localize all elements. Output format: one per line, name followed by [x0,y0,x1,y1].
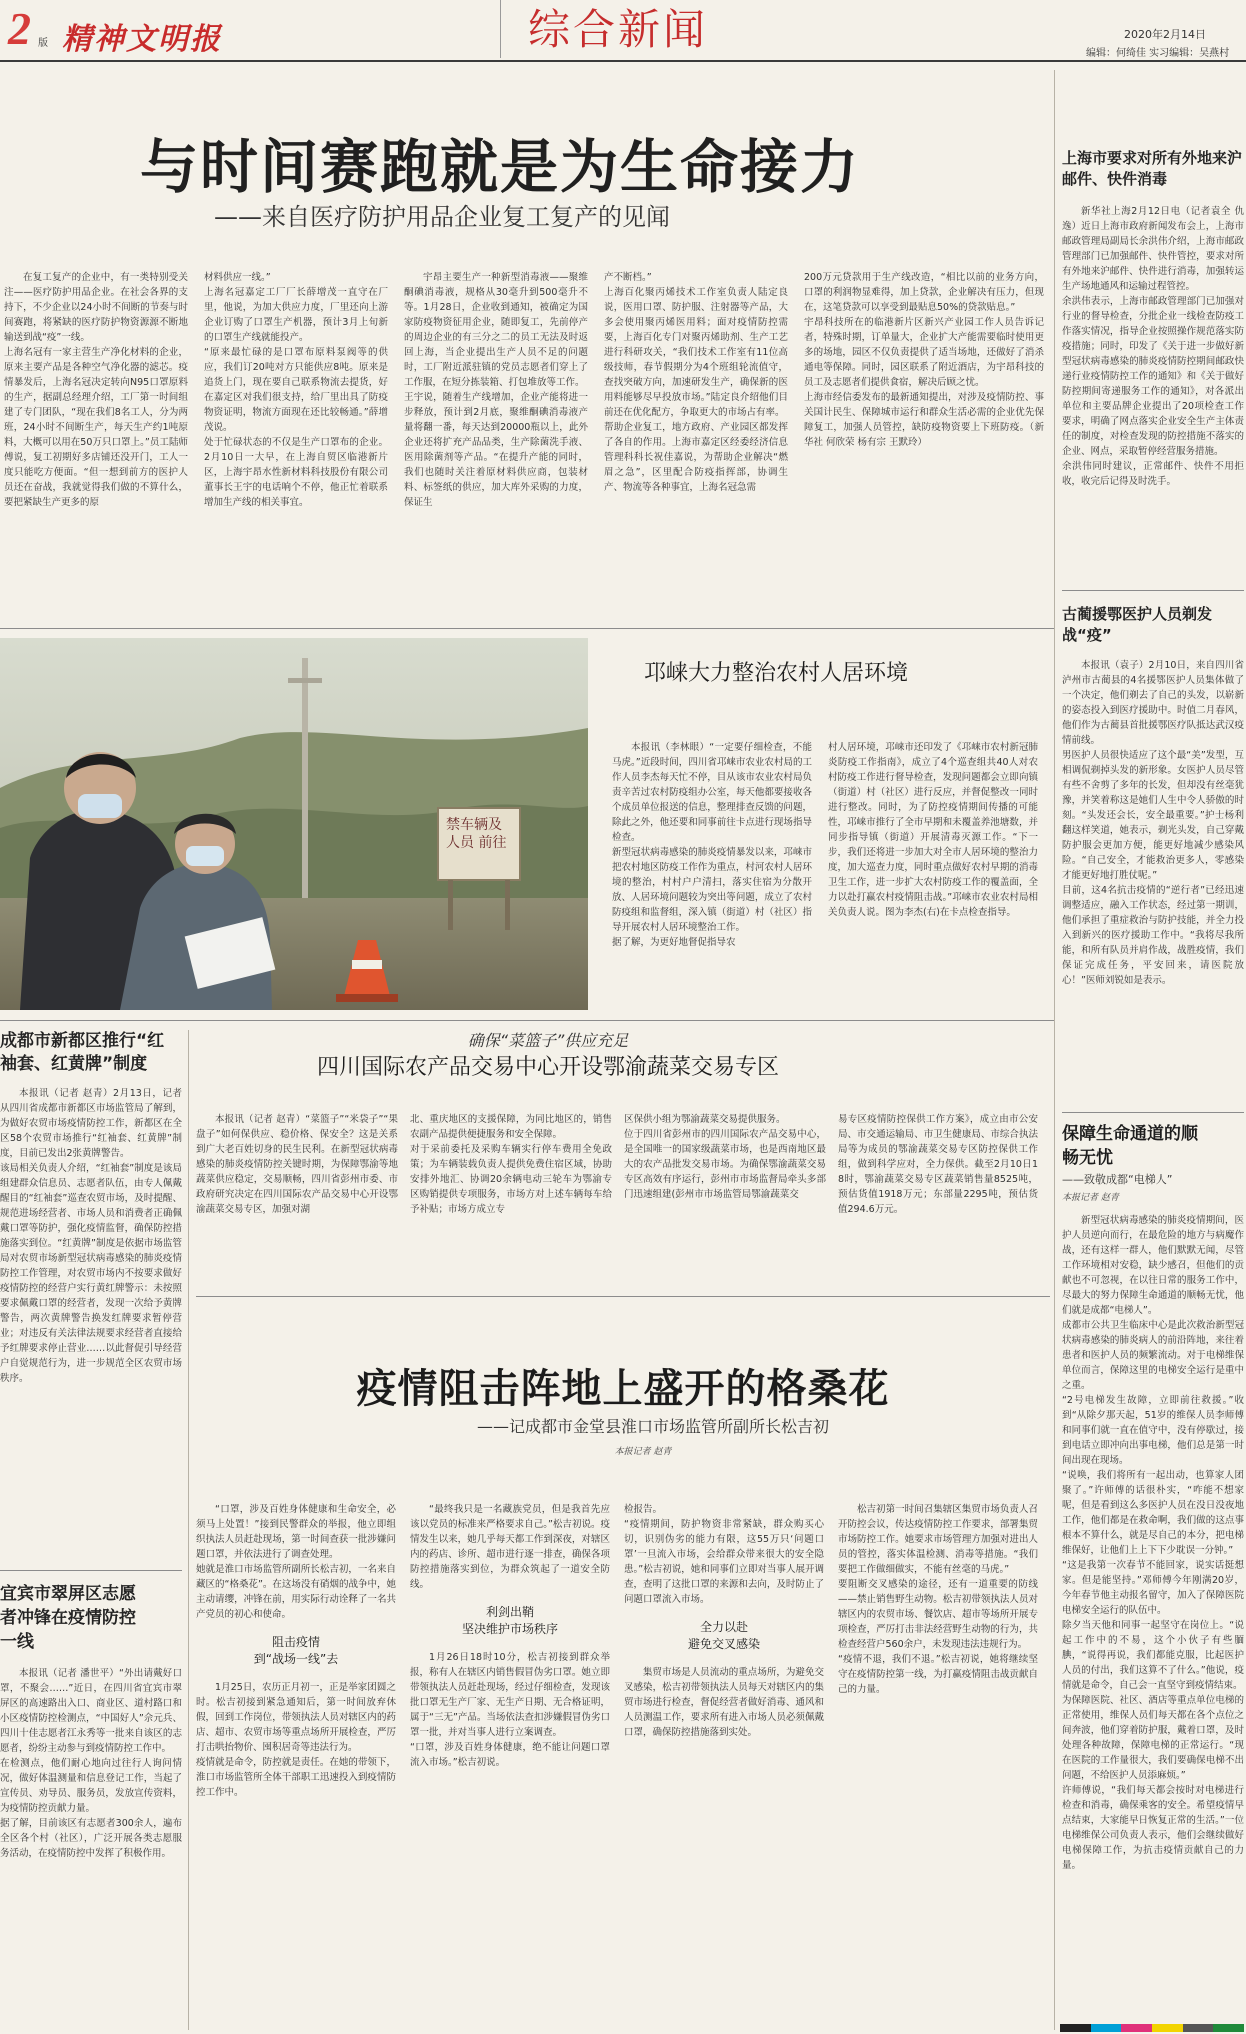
veg-article [196,1032,1050,1352]
photo-story-headline: 邛崃大力整治农村人居环境 [644,661,909,686]
paper-name: 精神文明报 [62,22,222,57]
issue-date: 2020年2月14日 [1124,28,1206,41]
sidebar-mid-article [1062,604,1244,1084]
sidebar-bottom-article [1062,1122,1244,2028]
veg-headline: 四川国际农产品交易中心开设鄂渝蔬菜交易专区 [316,1055,779,1080]
sidebar-rule-2 [1062,1112,1244,1113]
feature-byline: 本报记者 赵青 [614,1447,672,1457]
cone-base [336,994,398,1002]
photo-story-col-1 [612,740,812,1002]
lead-col-4-text: 产不断档。” 上海百化聚丙烯技术工作室负责人陆定良说，医用口罩、防护服、注射器等产品，大多会使用聚丙烯医用料；面对疫情防控需要，上海百化专门对聚丙烯助剂、生产工艺进行科研攻关，“我们技术工作室有11位高级技师，春节假期分为4个班组轮流值守，查找突破方向，加速研发生产，确保新的医用料能够尽早投放市场。”陆定良介绍他们目前还在优化配方，争取更大的市场占有率。 帮助企业复工，地方政府、产业园区都发挥了各自的作用。上海市嘉定区经委经济信息管理科科长祝佳嘉说，为帮助企业解决“燃眉之急”，区里配合防疫指挥部，协调生产、物流等各种事宜，上海名冠急需 [604,272,788,493]
sidebar-top-text: 新华社上海2月12日电（记者袁全 仇逸）近日上海市政府新闻发布会上，上海市邮政管理局副局长余洪伟介绍，上海市邮政管理部门已加强邮件、快件管控，要求对所有外地来沪邮件、快件进行消毒，加强转运生产场地通风和运输过程管控。 余洪伟表示，上海市邮政管理部门已加强对行业的督导检查，分批企业一线检查防疫工作落实情况，指导企业按照操作规范落实防疫措施；同时，印发了《关于进一步做好新型冠状病毒感染的肺炎疫情防控期间邮政快递行业疫情防控工作的通知》和《关于做好防控期间寄递服务工作的通知》，对各派出单位和主要品牌企业提出了20项检查工作要求，明确了网点落实企业安全生产主体责任的制度，对检查发现的防控措施不落实的企业、网点，采取暂停经营服务措施。 余洪伟同时建议，正常邮件、快件不用拒收，收完后记得及时洗手。 [1062,206,1244,487]
news-photo [0,638,588,1010]
right-column-divider [1054,70,1055,2030]
masthead [0,0,1246,62]
left-column-divider [188,1030,189,2030]
feature-col-2-text-2: 1月26日18时10分，松吉初接到群众举报，称有人在辖区内销售假冒伪劣口罩。她立即带领执法人员赶赴现场，经过仔细检查，发现该批口罩无生产厂家、无生产日期、无合格证明，属于“三无”产品。当场依法查扣涉嫌假冒伪劣口罩一批，并对当事人进行立案调查。 “口罩，涉及百姓身体健康，绝不能让问题口罩流入市场。”松吉初说。 [410,1652,610,1768]
sign-post-left [448,880,453,930]
masthead-rule [0,60,1246,62]
feature-col-1-subhead: 阻击疫情 到“战场一线”去 [253,1635,339,1666]
veg-col-4 [838,1112,1038,1262]
utility-pole [302,658,308,898]
lead-col-3 [404,270,588,586]
chengdu-headline: 成都市新都区推行“红袖套、红黄牌”制度 [0,1031,165,1074]
lead-col-2-text: 材料供应一线。” 上海名冠嘉定工厂厂长薛增茂一直守在厂里，他说，为加大供应力度，厂里还向上游企业订购了口罩生产机器，预计3月上旬新的口罩生产线就能投产。 “原来最忙碌的是口罩布原料泵阀等的供应，我们订20吨对方只能供应8吨。原来是追货上门，现在要自己联系物流去提货，好在嘉定区对我们很支持，给厂里出具了防疫物资证明，物流方面现在还比较畅通。”薛增茂说。 处于忙碌状态的不仅是生产口罩布的企业。2月10日一大早，在上海自贸区临港新片区，上海宇昂水性新材料科技股份有限公司董事长王宇的电话响个不停，他正忙着联系增加生产线的相关事宜。 [204,272,388,508]
sidebar-rule-1 [1062,590,1244,591]
sidebar-bottom-subtitle: ——致敬成都“电梯人” [1062,1173,1173,1186]
yibin-top-rule [0,1570,182,1571]
yibin-article [0,1582,182,2028]
feature-col-4-text: 松吉初第一时间召集辖区集贸市场负责人召开防控会议，传达疫情防控工作要求，部署集贸市场防控工作。她要求市场管理方加强对进出人员的管控，落实体温检测、消毒等措施。“我们要把工作做细做实，不能有丝毫的马虎。” 要阻断交叉感染的途径，还有一道重要的防线——禁止销售野生动物。松吉初带领执法人员对辖区内的农贸市场、餐饮店、超市等场所开展专项检查，严厉打击非法经营野生动物的行为，共检查经营户560余户，未发现违法违规行为。 “疫情不退，我们不退。”松吉初说，她将继续坚守在疫情防控第一线，为打赢疫情阻击战贡献自己的力量。 [838,1504,1038,1695]
sidebar-bottom-text: 新型冠状病毒感染的肺炎疫情期间，医护人员逆向而行，在最危险的地方与病魔作战，还有这样一群人，他们默默无闻，尽管工作环境相对安稳，缺少感召，但他们的贡献也不可忽视，在以往日常的服务工作中，尽最大的努力保障生命通道的顺畅无忧，他们就是成都“电梯人”。 成都市公共卫生临床中心是此次救治新型冠状病毒感染的肺炎病人的前沿阵地，来往着患者和医护人员的频繁流动。对于电梯维保单位而言，保障这里的电梯安全运行是重中之重。 “2号电梯发生故障，立即前往救援。”收到“从除夕那天起，51岁的维保人员李师傅和同事们就一直在值守中，没有停歇过，接到电话立即冲向出事电梯，他们总是第一时间出现在现场。 “说唤，我们将所有一起出动，也算家人团聚了。”许师傅的话很朴实，“咋能不想家呢，但是看到这么多医护人员在没日没夜地工作，他们都是在救命啊，我们做的这点事根本不算什么，就是尽自己的本分，把电梯维保好，让他们上上下下少耽误一分钟。” “这是我第一次春节不能回家，说实话挺想家。但是能坚持。”邓师傅今年刚满20岁，今年春节他主动报名留守，加入了保障医院电梯安全运行的队伍中。 除夕当天他和同事一起坚守在岗位上。“说起工作中的不易，这个小伙子有些腼腆，“说得再说，我们都能克服，比起医护人员的付出，我们这算不了什么。”他说，疫情就是命令，自己会一直坚守到疫情结束。 为保障医院、社区、酒店等重点单位电梯的正常使用，维保人员们每天都在各个点位之间奔波，他们穿着防护服，戴着口罩，及时处理各种故障，保障电梯的正常运行。“现在医院的工作量很大，我们要确保电梯不出问题，不给医护人员添麻烦。” 许师傅说，“我们每天都会按时对电梯进行检查和消毒，确保乘客的安全。希望疫情早点结束，大家能早日恢复正常的生活。”一位电梯维保公司负责人表示，他们会继续做好电梯保障工作，为抗击疫情贡献自己的力量。 [1062,1215,1244,1871]
lead-col-4 [604,270,788,586]
feature-col-3-subhead: 全力以赴 避免交叉感染 [687,1620,760,1651]
feature-col-2-text: “最终我只是一名藏族党员，但是我首先应该以党员的标准来严格要求自己。”松吉初说。疫情发生以来，她几乎每天都工作到深夜，对辖区内的药店、诊所、超市进行逐一排查，确保各项防控措施落实到位，为群众筑起了一道安全防线。 [410,1504,610,1590]
sidebar-bottom-byline: 本报记者 赵青 [1062,1193,1119,1203]
veg-col-3-text: 区保供小组为鄂渝蔬菜交易提供服务。 位于四川省彭州市的四川国际农产品交易中心，是全国唯一的国家级蔬菜市场，也是西南地区最大的农产品批发交易市场。为确保鄂渝蔬菜交易专区高效有序运行，彭州市市场监督局牵头多部门迅速组建(彭州市市场监管局鄂渝蔬菜交 [624,1114,826,1200]
lead-col-1-text: 在复工复产的企业中，有一类特别受关注——医疗防护用品企业。在社会各界的支持下，不少企业以24小时不间断的节奏与时间赛跑，将紧缺的医疗防护物资源源不断地输送到战“疫”一线。 上海名冠有一家主营生产净化材料的企业，原来主要产品是各种空气净化器的滤芯。疫情暴发后，上海名冠决定转向N95口罩原料的生产，据副总经理介绍，工厂第一时间组建了专门团队，“现在我们8名工人，分为两班，24小时不间断生产，每天生产约1吨原料，大概可以用在50万只口罩上。”员工陆师傅说，复工初期好多店铺还没开门，工人一度只能吃方便面。“但一想到前方的医护人员还在奋战，我就觉得我们做的不算什么，要把紧缺生产更多的原 [4,272,188,508]
sidebar-bottom-headline: 保障生命通道的顺畅无忧 [1062,1124,1198,1168]
photo-story-col-1-text: 本报讯（李林眼）“一定要仔细检查，不能马虎。”近段时间，四川省邛崃市农业农村局的工作人员李杰每天忙不停，目从该市农业农村局负责辛苦过农村防疫组办公室，每天他都要接收各个成员单位报送的信息，整理排查反馈的问题，除此之外，他还要和同事前往卡点进行现场指导检查。 新型冠状病毒感染的肺炎疫情暴发以来，邛崃市把农村地区防疫工作作为重点，村河农村人居环境的整治，村村户户清扫，落实住宿为分散开放、人居环境问题较为突出等问题，成立了农村防疫组和监督组，深入镇（街道）村（社区）指导开展农村人居环境整治工作。 据了解，为更好地督促指导农 [612,742,812,948]
lead-headline: 与时间赛跑就是为生命接力 [140,133,861,201]
chengdu-article [0,1030,182,1570]
photo-top-rule [0,628,1054,629]
feature-article [196,1340,1050,2030]
lead-col-2 [204,270,388,586]
sidebar-mid-headline: 古蔺援鄂医护人员剃发战“疫” [1062,605,1213,644]
lead-article [0,70,1066,630]
feature-col-3 [624,1502,824,2022]
feature-col-2 [410,1502,610,2022]
photo-story-article [604,660,1050,1010]
feature-col-4 [838,1502,1038,2022]
veg-col-1 [196,1112,398,1262]
sign-post-right [505,880,510,930]
feature-headline: 疫情阻击阵地上盛开的格桑花 [356,1366,890,1412]
editors: 编辑：何绮佳 实习编辑：吴燕村 [1086,48,1230,59]
cone-stripe [352,960,382,969]
veg-col-4-text: 易专区疫情防控保供工作方案》，成立由市公安局、市交通运输局、市卫生健康局、市综合执法局等为成员的鄂渝蔬菜交易专区防控保供工作组，做到科学应对，全力保供。截至2月10日18时，鄂渝蔬菜交易专区蔬菜销售量8525吨，预估货值1918万元；东部量2295吨，预估货值294.6万元。 [838,1114,1038,1215]
lead-subtitle: ——来自医疗防护用品企业复工复产的见闻 [214,203,670,231]
veg-col-1-text: 本报讯（记者 赵青）“菜篮子”“米袋子”“果盘子”如何保供应、稳价格、保安全？这是关系到广大老百姓切身的民生民利。在新型冠状病毒感染的肺炎疫情防控关键时期，为保障鄂渝等地蔬菜供应稳定，交易顺畅，四川省彭州市委、市政府研究决定在四川国际农产品交易中心开设鄂渝蔬菜交易专区，加强对湖 [196,1114,398,1215]
print-color-strip [1060,2024,1244,2032]
veg-col-3 [624,1112,826,1262]
sidebar-top-headline: 上海市要求对所有外地来沪邮件、快件消毒 [1062,149,1243,188]
sidebar-mid-text: 本报讯（袁子）2月10日，来自四川省泸州市古蔺县的4名援鄂医护人员集体做了一个决定，他们剃去了自己的头发，以崭新的姿态投入到医疗援助中。时值二月春风，他们作为古蔺县首批援鄂医疗队抵达武汉疫情前线。 男医护人员很快适应了这个最“美”发型，互相调侃剃掉头发的新形象。女医护人员尽管有些不舍剪了多年的长发，但却没有丝毫犹豫，并笑着称这是她们人生中令人骄傲的时刻。“头发还会长，安全最重要。”护士杨利翻这样笑道，她表示，剃光头发，自己穿戴防护服会更加方便，能更好地减少感染风险。“自己安全，才能救治更多人，零感染才能更好地打胜仗呢。” 目前，这4名抗击疫情的“逆行者”已经迅速调整适应，融入工作状态，经过第一期训，他们承担了重症救治与防护技能，并全力投入到新兴的医疗援助工作中。“我将尽我所能，和所有队员并肩作战，战胜疫情，我们保证完成任务，平安回来，请医院放心！”医师刘锐如是表示。 [1062,660,1244,986]
masthead-divider [500,0,501,58]
photo-story-col-2-text: 村人居环境，邛崃市还印发了《邛崃市农村新冠肺炎防疫工作指南》，成立了4个巡查组共40人对农村防疫工作进行督导检查，发现问题都会立即向镇（街道）村（社区）进行反应，并督促整改一同时进行整改。同时，为了防控疫情期间传播的可能性，邛崃市推行了全市早期和未覆盖养池塘数，并同步指导镇（街道）开展清毒灭源工作。“下一步，我们还将进一步加大对全市人居环境的整治力度，加大巡查力度，同时重点做好农村早期的消毒卫生工作，进一步扩大农村防疫工作的覆盖面，全力以赴打赢农村疫情阻击战。”邛崃市农业农村局相关负责人说。图为李杰(右)在卡点检查指导。 [828,742,1038,918]
page-unit: 版 [38,38,48,49]
feature-col-3-text-2: 集贸市场是人员流动的重点场所，为避免交叉感染，松吉初带领执法人员每天对辖区内的集贸市场进行检查，督促经营者做好消毒、通风和人员测温工作，要求所有进入市场人员必须佩戴口罩，确保防控措施落到实处。 [624,1667,824,1738]
pole-crossbar [288,678,322,683]
page-number: 2 [8,3,31,54]
lead-col-1 [4,270,188,586]
feature-col-1-text: “口罩，涉及百姓身体健康和生命安全，必须马上处置！”接到民警群众的举报，他立即组织执法人员赶赴现场，第一时间查获一批涉嫌问题口罩，并依法进行了调查处理。 她就是淮口市场监管所副所长松吉初，一名来自藏区的“格桑花”。在这场没有硝烟的战争中，她主动请缨，冲锋在前，用实际行动诠释了一名共产党员的初心和使命。 [196,1504,396,1620]
lead-col-5 [804,270,1044,586]
photo-bottom-rule [0,1020,1054,1021]
veg-bottom-rule [196,1296,1050,1297]
feature-col-1-text-2: 1月25日，农历正月初一，正是举家团圆之时。松吉初接到紧急通知后，第一时间放弃休假，回到工作岗位，带领执法人员对辖区内的药店、超市、农贸市场等重点场所开展检查，严厉打击哄抬物价、囤积居奇等违法行为。 疫情就是命令，防控就是责任。在她的带领下，淮口市场监管所全体干部职工迅速投入到疫情防控工作中。 [196,1682,396,1798]
road-sign-text: 禁车辆及人员 前往 [446,817,507,851]
feature-subtitle: ——记成都市金堂县淮口市场监管所副所长松吉初 [476,1417,829,1436]
feature-col-1 [196,1502,396,2022]
photo-story-col-2 [828,740,1038,1002]
section-title: 综合新闻 [528,5,709,54]
veg-kicker: 确保“菜篮子”供应充足 [467,1031,629,1050]
feature-col-2-subhead: 利剑出鞘 坚决维护市场秩序 [461,1605,558,1636]
veg-col-2-text: 北、重庆地区的支援保障，为同比地区的，销售农副产品提供便捷服务和安全保障。 对于采前委托及采购车辆实行停车费用全免政策；为车辆装载负责人提供免费住宿区域，协助安排外地汇、协调20余辆电动三轮车为鄂渝专区购销提供专项服务，市场方对上述车辆每车给予补贴；市场方成立专 [410,1114,612,1215]
feature-col-3-text: 检报告。 “疫情期间，防护物资非常紧缺，群众购买心切，识别伪劣的能力有限，这55万只‘问题口罩’一旦流入市场，会给群众带来很大的安全隐患。”松吉初说，她和同事们立即对当事人展开调查，查明了这批口罩的来源和去向，及时防止了问题口罩流入市场。 [624,1504,824,1605]
yibin-headline: 宜宾市翠屏区志愿者冲锋在疫情防控一线 [0,1584,136,1652]
yibin-text: 本报讯（记者 潘世平）“外出请戴好口罩，不聚会……”近日，在四川省宜宾市翠屏区的高速路出入口、商业区、道村路口和小区疫情防控检测点，“中国好人”佘元兵、四川十佳志愿者江永秀等一批来自该区的志愿者，纷纷主动参与到疫情防控工作中。 在检测点，他们耐心地向过往行人询问情况，做好体温测量和信息登记工作，当起了宣传员、劝导员、服务员，发放宣传资料，为疫情防控贡献力量。 据了解，目前该区有志愿者300余人，遍布全区各个村（社区），广泛开展各类志愿服务活动，在疫情防控中发挥了积极作用。 [0,1668,182,1859]
chengdu-text: 本报讯（记者 赵青）2月13日，记者从四川省成都市新都区市场监管局了解到，为做好农贸市场疫情防控工作，新都区在全区58个农贸市场推行“红袖套、红黄牌”制度，目前已发出2张黄牌警告。 该局相关负责人介绍，“红袖套”制度是该局组建群众信息员、志愿者队伍，由专人佩戴醒目的“红袖套”巡查农贸市场，及时提醒、规范进场经营者、市场人员和消费者正确佩戴口罩等防护，强化疫情监督，确保防控措施落实到位。“红黄牌”制度是依据市场监管局对农贸市场新型冠状病毒感染的肺炎疫情防控工作管理，对农贸市场内不按要求做好疫情防控的经营户实行黄红牌警示：未按照要求佩戴口罩的经营者，发现一次给予黄牌警告，两次黄牌警告换发红牌要求暂停营业；对违反有关法律法规要求经营者直接给予红牌要求停止营业……以此督促引导经营户自觉规范行为，进一步规范全区农贸市场秩序。 [0,1088,182,1384]
veg-col-2 [410,1112,612,1262]
lead-col-5-text: 200万元贷款用于生产线改造，“相比以前的业务方向，口罩的利润物显难得，加上贷款，企业解决有压力，但现在，这笔贷款可以享受到最贴息50%的贷款贴息。” 宇昂科技所在的临港新片区新兴产业园工作人员告诉记者，特殊时期，订单量大，企业扩大产能需要临时使用更多的场地，园区不仅负责提供了适当场地，还做好了消杀通电等保障。同时，园区联系了附近酒店，为宇昂科技的员工及志愿者们提供食宿，解决后顾之忧。 上海市经信委发布的最新通知提出，对涉及疫情防控、事关国计民生、保障城市运行和群众生活必需的企业优先保障复工，加强人员管控，缺防疫物资要上下班防疫。（新华社 何欣荣 杨有宗 王默玲） [804,272,1044,448]
sidebar-top-article [1062,148,1244,568]
lead-col-3-text: 宇昂主要生产一种新型消毒液——聚维酮碘消毒液，规格从30毫升到500毫升不等。1月28日，企业收到通知，被确定为国家防疫物资征用企业，随即复工，先前停产的周边企业的有三分之二的员工无法及时返回上海，当企业提出生产人员不足的问题时，工厂附近派驻镇的党员志愿者们穿上了工作服，在短分拣装箱、打包堆放等工作。 王宇说，随着生产线增加，企业产能将进一步释放，预计到2月底，聚维酮碘消毒液产量将翻一番，每天达到20000瓶以上，此外企业还将扩充产品品类，生产除菌洗手液、医用除菌剂等产品。“在提升产能的同时，我们也随时关注着原材料供应商，包装材料、标签纸的供应，加大库外采购的力度，保证生 [404,272,588,508]
